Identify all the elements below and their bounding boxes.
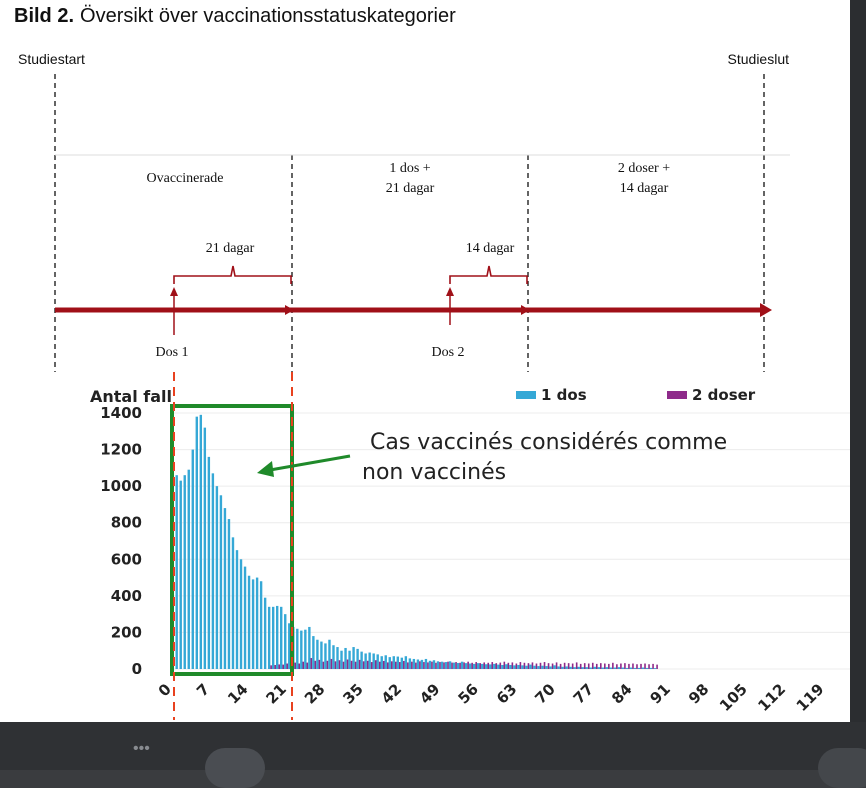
bar-1dos [509, 665, 511, 669]
bar-2doser [355, 662, 357, 669]
bar-2doser [459, 663, 461, 669]
bar-2doser [644, 664, 646, 669]
bar-2doser [516, 664, 518, 669]
bar-2doser [632, 664, 634, 669]
bar-1dos [594, 667, 596, 669]
bar-1dos [385, 655, 387, 669]
y-tick-label: 400 [110, 586, 142, 605]
time-brackets [174, 266, 527, 284]
figure-title [14, 5, 456, 27]
x-tick-label: 42 [377, 680, 406, 708]
bar-1dos [232, 537, 234, 669]
bar-2doser [399, 662, 401, 669]
bar-1dos [521, 665, 523, 669]
x-tick-label: 105 [715, 680, 751, 715]
bar-1dos [553, 665, 555, 669]
y-tick-label: 0 [131, 660, 142, 678]
bar-1dos [461, 662, 463, 669]
bar-1dos [557, 666, 559, 669]
bracket-label-14: 14 dagar [465, 241, 515, 256]
bar-1dos [549, 666, 551, 669]
bar-1dos [184, 475, 186, 669]
bar-2doser [411, 662, 413, 669]
chart-legend [516, 386, 756, 404]
period-label-1dose-line2: 21 dagar [385, 181, 435, 196]
bar-1dos [176, 475, 178, 669]
bar-2doser [270, 665, 272, 669]
side-strip [850, 0, 866, 722]
bar-1dos [356, 649, 358, 669]
bar-1dos [622, 668, 624, 669]
y-tick-label: 800 [110, 513, 142, 532]
bar-2doser [335, 661, 337, 669]
bar-1dos [437, 661, 439, 669]
bar-1dos [340, 651, 342, 669]
bar-1dos [280, 607, 282, 669]
bar-1dos [618, 667, 620, 669]
bar-2doser [608, 664, 610, 669]
bar-2doser [628, 664, 630, 669]
bar-1dos [654, 668, 656, 669]
bar-2doser [564, 663, 566, 669]
y-tick-label: 200 [110, 623, 142, 642]
bar-1dos [316, 640, 318, 669]
bar-1dos [449, 661, 451, 669]
study-end-label: Studieslut [727, 51, 789, 67]
bar-1dos [216, 486, 218, 669]
period-label-1dose-line1: 1 dos + [389, 161, 431, 176]
bar-1dos [180, 481, 182, 669]
bar-1dos [256, 578, 258, 669]
bar-2doser [435, 663, 437, 669]
bar-1dos [569, 667, 571, 669]
bar-2doser [371, 662, 373, 669]
bar-1dos [501, 665, 503, 669]
x-tick-labels [155, 680, 828, 715]
bar-2doser [323, 662, 325, 669]
bar-2doser [403, 661, 405, 669]
bar-1dos [602, 668, 604, 669]
annotation-arrow-shaft [270, 456, 350, 470]
bar-1dos [348, 651, 350, 669]
x-tick-label: 112 [754, 680, 790, 715]
bar-1dos [260, 581, 262, 669]
bar-1dos [425, 659, 427, 669]
bar-1dos [413, 659, 415, 669]
bar-2doser [620, 664, 622, 669]
bar-1dos [646, 668, 648, 669]
bar-2doser [286, 664, 288, 669]
bar-2doser [379, 662, 381, 669]
bar-1dos [453, 663, 455, 669]
bar-1dos [485, 664, 487, 669]
annotation-arrow [257, 456, 350, 477]
x-tick-label: 21 [262, 680, 291, 708]
x-tick-label: 56 [454, 680, 483, 708]
bar-2doser [471, 663, 473, 669]
y-axis-title: Antal fall [90, 387, 172, 406]
bar-2doser [455, 662, 457, 669]
bar-1dos [578, 667, 580, 669]
bar-2doser [339, 660, 341, 669]
bar-2doser [351, 661, 353, 669]
bar-1dos [389, 657, 391, 669]
bar-2doser [407, 662, 409, 669]
figure-title-rest: Översikt över vaccinationsstatuskategorier [80, 5, 456, 27]
bar-2doser [467, 662, 469, 669]
period-label-2doses-line1: 2 doser + [617, 161, 671, 176]
x-tick-label: 119 [792, 680, 828, 715]
bar-2doser [319, 660, 321, 669]
bar-1dos [377, 654, 379, 669]
bar-2doser [580, 664, 582, 669]
bar-2doser [359, 660, 361, 669]
x-tick-label: 63 [492, 680, 521, 708]
bar-2doser [600, 663, 602, 669]
annotation-text-line2: non vaccinés [362, 460, 507, 485]
bar-1dos [368, 653, 370, 669]
bar-1dos [638, 668, 640, 669]
bar-1dos [409, 658, 411, 669]
bar-1dos [545, 666, 547, 669]
bar-1dos [284, 614, 286, 669]
bar-1dos [320, 642, 322, 669]
bar-2doser [367, 661, 369, 669]
bar-1dos [264, 598, 266, 669]
bracket-label-21: 21 dagar [205, 241, 255, 256]
dose1-arrowhead [170, 287, 178, 296]
bar-1dos [312, 636, 314, 669]
bar-2doser [560, 664, 562, 669]
bar-1dos [401, 658, 403, 669]
bar-2doser [431, 662, 433, 669]
bar-2doser [387, 662, 389, 669]
bar-2doser [604, 664, 606, 669]
bar-2doser [500, 663, 502, 669]
bar-2doser [584, 663, 586, 669]
bar-2doser [588, 664, 590, 669]
bar-1dos [252, 579, 254, 669]
legend-label-1dos: 1 dos [541, 386, 587, 404]
bar-1dos [381, 656, 383, 669]
bar-1dos [505, 664, 507, 669]
bar-2doser [315, 661, 317, 669]
bar-2doser [532, 662, 534, 669]
bar-2doser [343, 662, 345, 669]
study-start-label: Studiestart [18, 51, 85, 67]
bar-1dos [308, 627, 310, 669]
bar-1dos [393, 656, 395, 669]
bar-2doser [375, 660, 377, 669]
x-tick-label: 49 [416, 680, 444, 708]
bar-1dos [614, 668, 616, 669]
timeline-tick-2 [521, 305, 530, 315]
bar-2doser [395, 662, 397, 669]
bar-2doser [504, 662, 506, 669]
bar-2doser [451, 663, 453, 669]
bar-1dos [328, 640, 330, 669]
bar-2doser [423, 662, 425, 669]
bar-2doser [491, 662, 493, 669]
bar-1dos [598, 667, 600, 669]
bar-1dos [441, 662, 443, 669]
bar-2doser [572, 664, 574, 669]
bar-2doser [656, 665, 658, 669]
bar-1dos [224, 508, 226, 669]
timeline-arrow [55, 303, 772, 317]
x-tick-label: 91 [646, 680, 675, 708]
bar-2doser [278, 664, 280, 669]
bar-2doser [636, 664, 638, 669]
bar-2doser [274, 665, 276, 669]
bar-1dos [529, 665, 531, 669]
bar-1dos [630, 668, 632, 669]
y-tick-label: 600 [110, 550, 142, 569]
y-tick-label: 1200 [100, 440, 142, 459]
period-label-unvaccinated: Ovaccinerade [146, 171, 224, 186]
bar-1dos [276, 606, 278, 669]
bar-1dos [240, 559, 242, 669]
bar-1dos [533, 666, 535, 669]
bar-2doser [311, 658, 313, 669]
bar-1dos [586, 667, 588, 669]
bar-2doser [536, 664, 538, 669]
bar-1dos [561, 667, 563, 669]
bar-1dos [582, 667, 584, 669]
bar-2doser [479, 663, 481, 669]
bar-1dos [248, 576, 250, 669]
bar-2doser [463, 662, 465, 669]
bar-2doser [294, 663, 296, 669]
bar-1dos [626, 668, 628, 669]
bar-1dos [497, 665, 499, 669]
bar-1dos [360, 652, 362, 669]
bar-2doser [552, 664, 554, 669]
bar-1dos [610, 668, 612, 669]
bar-2doser [548, 663, 550, 669]
bar-2doser [427, 662, 429, 669]
y-tick-label: 1000 [100, 477, 142, 496]
bar-2doser [512, 662, 514, 669]
bar-1dos [473, 664, 475, 669]
bar-1dos [397, 657, 399, 669]
bar-1dos [417, 659, 419, 669]
bar-2doser [383, 661, 385, 669]
bar-2doser [443, 662, 445, 669]
bar-1dos [196, 417, 198, 669]
bar-2doser [299, 664, 301, 669]
bar-1dos [537, 666, 539, 669]
bar-2doser [447, 662, 449, 669]
bar-1dos [324, 643, 326, 669]
bar-1dos [642, 668, 644, 669]
bar-2doser [544, 662, 546, 669]
dose1-label: Dos 1 [155, 345, 189, 360]
bar-2doser [508, 663, 510, 669]
legend-swatch-1dos [516, 391, 536, 399]
bar-2doser [540, 663, 542, 669]
period-label-2doses-line2: 14 dagar [619, 181, 669, 196]
bar-2doser [439, 662, 441, 669]
x-tick-label: 35 [339, 680, 367, 708]
bar-1dos [204, 428, 206, 669]
bottom-bar [0, 722, 866, 770]
bar-1dos [220, 495, 222, 669]
y-tick-label: 1400 [100, 404, 142, 422]
annotation-text-line1: Cas vaccinés considérés comme [370, 430, 728, 455]
x-tick-label: 28 [300, 680, 329, 708]
bar-1dos [606, 667, 608, 669]
bar-1dos [244, 567, 246, 669]
bar-1dos [590, 668, 592, 669]
bar-2doser [624, 663, 626, 669]
bracket-21-days [174, 266, 291, 284]
timeline-tick-1 [285, 305, 294, 315]
bar-2doser [568, 663, 570, 669]
bar-1dos [477, 663, 479, 669]
bar-1dos [188, 470, 190, 669]
bar-1dos [364, 653, 366, 669]
x-tick-label: 7 [193, 680, 214, 701]
bar-1dos [465, 663, 467, 669]
x-tick-label: 84 [608, 680, 636, 708]
bar-1dos [304, 630, 306, 669]
bar-1dos [421, 660, 423, 669]
bar-1dos [208, 457, 210, 669]
bar-1dos [200, 415, 202, 669]
bar-1dos [565, 666, 567, 669]
bar-1dos [573, 667, 575, 669]
bar-1dos [429, 661, 431, 669]
bar-1dos [650, 668, 652, 669]
bar-2doser [282, 665, 284, 669]
bar-2doser [640, 664, 642, 669]
timeline-arrowhead [760, 303, 772, 317]
bar-1dos [192, 450, 194, 669]
bar-2doser [612, 663, 614, 669]
avatar[interactable] [205, 748, 265, 788]
bar-1dos [300, 631, 302, 669]
bar-1dos [541, 666, 543, 669]
bar-2doser [347, 659, 349, 669]
bar-1dos [272, 607, 274, 669]
bar-1dos [433, 660, 435, 669]
bar-2doser [520, 662, 522, 669]
bar-2doser [576, 662, 578, 669]
bar-2doser [524, 663, 526, 669]
bar-2doser [475, 662, 477, 669]
period-dividers [55, 74, 764, 372]
bar-1dos [445, 662, 447, 669]
bar-1dos [236, 550, 238, 669]
bar-1dos [517, 665, 519, 669]
x-tick-label: 77 [569, 680, 598, 708]
bar-2doser [648, 664, 650, 669]
bar-2doser [596, 664, 598, 669]
bar-2doser [327, 661, 329, 669]
x-tick-label: 14 [224, 680, 252, 708]
bar-1dos [352, 647, 354, 669]
legend-swatch-2doser [667, 391, 687, 399]
x-tick-label: 70 [531, 680, 559, 708]
bar-1dos [489, 664, 491, 669]
y-tick-labels [100, 404, 142, 678]
bar-2doser [363, 661, 365, 669]
bar-1dos [332, 645, 334, 669]
bar-1dos [372, 653, 374, 669]
bar-1dos [336, 647, 338, 669]
more-options-icon[interactable]: ••• [133, 740, 150, 757]
bar-1dos [481, 664, 483, 669]
bar-1dos [268, 607, 270, 669]
bar-1dos [344, 648, 346, 669]
x-tick-label: 98 [684, 680, 713, 708]
bar-2doser [415, 663, 417, 669]
annotation-arrowhead [257, 461, 274, 477]
bar-2doser [483, 662, 485, 669]
dose2-arrowhead [446, 287, 454, 296]
bar-2doser [616, 664, 618, 669]
bar-1dos [405, 656, 407, 669]
bar-2doser [307, 663, 309, 669]
bar-2doser [652, 664, 654, 669]
bar-1dos [296, 629, 298, 669]
bar-1dos [634, 668, 636, 669]
bar-2doser [495, 663, 497, 669]
bar-1dos [457, 663, 459, 669]
bracket-14-days [450, 266, 527, 284]
dose2-label: Dos 2 [431, 345, 465, 360]
bar-1dos [513, 665, 515, 669]
bar-2doser [556, 662, 558, 669]
bar-2doser [391, 661, 393, 669]
bar-1dos [228, 519, 230, 669]
bar-2doser [592, 663, 594, 669]
bar-2doser [528, 663, 530, 669]
bar-2doser [303, 662, 305, 669]
bar-1dos [493, 664, 495, 669]
bar-1dos [212, 473, 214, 669]
bar-1dos [525, 666, 527, 669]
figure-title-bold: Bild 2. [14, 5, 75, 27]
avatar-right[interactable] [818, 748, 866, 788]
x-tick-label: 0 [154, 680, 175, 701]
bar-1dos [469, 664, 471, 669]
bar-2doser [419, 661, 421, 669]
bar-2doser [487, 663, 489, 669]
legend-label-2doser: 2 doser [692, 386, 756, 404]
bar-2doser [331, 659, 333, 669]
